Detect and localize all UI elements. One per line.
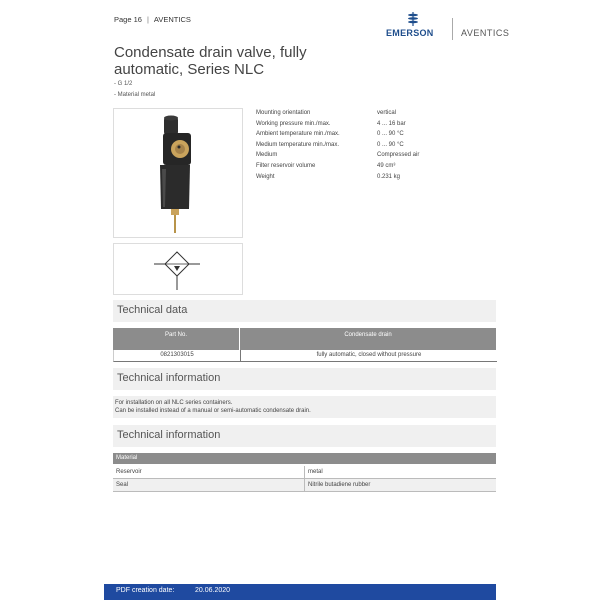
- product-bullet-material: - Material metal: [114, 92, 156, 98]
- aventics-wordmark: AVENTICS: [461, 28, 510, 38]
- footer-date: 20.06.2020: [195, 587, 231, 594]
- emerson-wordmark: EMERSON: [386, 28, 434, 38]
- description-cell: fully automatic, closed without pressure: [316, 352, 422, 358]
- page-header: [114, 15, 191, 24]
- table-row: [113, 350, 497, 362]
- section-title: Technical data: [117, 304, 188, 316]
- spec-value: 4 ... 16 bar: [377, 120, 406, 127]
- spec-value: 49 cm³: [377, 162, 396, 169]
- column-header-condensate-drain: Condensate drain: [344, 332, 392, 338]
- spec-label: Weight: [256, 173, 275, 180]
- footer-label: PDF creation date:: [116, 587, 175, 594]
- spec-label: Mounting orientation: [256, 110, 311, 116]
- logo-divider: [452, 18, 453, 40]
- spec-value: 0.231 kg: [377, 173, 401, 180]
- spec-label: Medium: [256, 152, 278, 159]
- material-header-label: Material: [116, 455, 138, 461]
- technical-data-table-header: [113, 328, 496, 350]
- condensate-drain-illustration: [114, 109, 242, 237]
- technical-information-heading-2: [113, 425, 496, 447]
- technical-data-heading: [113, 300, 496, 322]
- pneumatic-symbol: [113, 243, 243, 295]
- header-brand: AVENTICS: [153, 15, 191, 24]
- info-line: Can be installed instead of a manual or semi-automatic condensate drain.: [115, 408, 311, 414]
- product-image: [113, 108, 243, 238]
- header-separator: |: [146, 15, 149, 24]
- cell-divider: [113, 466, 305, 478]
- material-cell: Nitrile butadiene rubber: [308, 482, 371, 488]
- spec-label: Medium temperature min./max.: [256, 141, 340, 148]
- part-cell: Seal: [116, 482, 129, 488]
- spec-label: Filter reservoir volume: [256, 162, 316, 169]
- spec-value: vertical: [377, 110, 397, 116]
- cell-divider: [113, 479, 305, 491]
- technical-information-text: [113, 396, 496, 418]
- part-number-cell: 0821303015: [160, 352, 194, 358]
- section-title: Technical information: [117, 429, 221, 441]
- material-table-header: [113, 453, 496, 464]
- spec-label: Working pressure min./max.: [256, 120, 331, 127]
- product-title: Condensate drain valve, fully automatic, Series NLC: [114, 44, 307, 78]
- table-row: [113, 466, 496, 479]
- drain-valve-symbol-icon: [114, 244, 242, 294]
- column-header-part-no: Part No.: [164, 332, 187, 338]
- emerson-logo-icon: [406, 12, 420, 26]
- spec-value: 0 ... 90 °C: [377, 141, 404, 148]
- page-footer: [104, 584, 496, 600]
- product-bullet-thread: - G 1/2: [114, 81, 133, 87]
- material-cell: metal: [308, 469, 323, 475]
- emerson-aventics-logo: [386, 12, 510, 44]
- page-number: Page 16: [114, 15, 142, 24]
- spec-label: Ambient temperature min./max.: [256, 131, 340, 138]
- spec-value: Compressed air: [377, 152, 420, 159]
- table-row: [113, 479, 496, 492]
- part-cell: Reservoir: [116, 469, 142, 475]
- spec-value: 0 ... 90 °C: [377, 131, 404, 138]
- section-title: Technical information: [117, 372, 221, 384]
- info-line: For installation on all NLC series containers.: [115, 400, 233, 406]
- technical-information-heading: [113, 368, 496, 390]
